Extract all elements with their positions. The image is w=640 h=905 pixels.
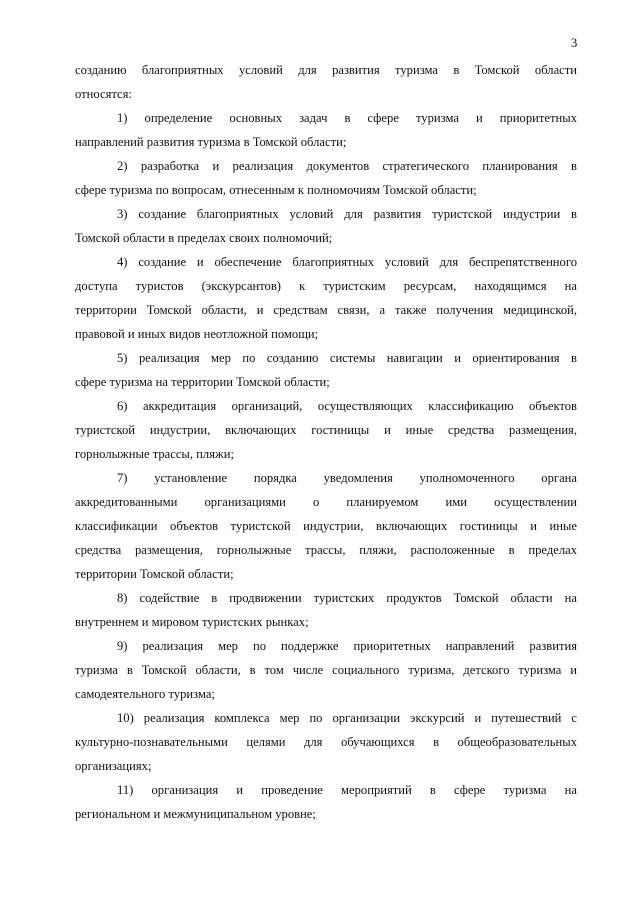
list-item-line: 4) создание и обеспечение благоприятных условий для беспрепятственного <box>117 255 577 269</box>
list-item-line: 1) определение основных задач в сфере туризма и приоритетных <box>117 111 577 125</box>
list-item-line: 7) установление порядка уведомления уполномоченного органа <box>117 471 577 485</box>
text-line: правовой и иных видов неотложной помощи; <box>75 327 319 341</box>
list-item-line: 10) реализация комплекса мер по организации экскурсий и путешествий с <box>117 711 577 725</box>
text-line: созданию благоприятных условий для развития туризма в Томской области <box>75 63 577 77</box>
text-line: туризма в Томской области, в том числе социального туризма, детского туризма и <box>75 663 577 677</box>
list-item-line: 2) разработка и реализация документов стратегического планирования в <box>117 159 577 173</box>
text-line: региональном и межмуниципальном уровне; <box>75 807 316 821</box>
list-item-line: 11) организация и проведение мероприятий в сфере туризма на <box>117 783 577 797</box>
text-line: доступа туристов (экскурсантов) к туристским ресурсам, находящимся на <box>75 279 577 293</box>
text-line: территории Томской области, и средствам связи, а также получения медицинской, <box>75 303 577 317</box>
text-line: сфере туризма по вопросам, отнесенным к полномочиям Томской области; <box>75 183 477 197</box>
page-number: 3 <box>571 36 578 50</box>
text-line: организациях; <box>75 759 152 773</box>
list-item-line: 9) реализация мер по поддержке приоритетных направлений развития <box>117 639 577 653</box>
text-line: самодеятельного туризма; <box>75 687 215 701</box>
text-line: горнолыжные трассы, пляжи; <box>75 447 234 461</box>
text-line: туристской индустрии, включающих гостиницы и иные средства размещения, <box>75 423 577 437</box>
list-item-line: 6) аккредитация организаций, осуществляющих классификацию объектов <box>117 399 577 413</box>
text-line: относятся: <box>75 87 132 101</box>
list-item-line: 3) создание благоприятных условий для развития туристской индустрии в <box>117 207 577 221</box>
list-item-line: 5) реализация мер по созданию системы навигации и ориентирования в <box>117 351 577 365</box>
text-line: внутреннем и мировом туристских рынках; <box>75 615 309 629</box>
text-line: направлений развития туризма в Томской области; <box>75 135 347 149</box>
text-line: Томской области в пределах своих полномочий; <box>75 231 333 245</box>
text-line: сфере туризма на территории Томской области; <box>75 375 330 389</box>
text-line: средства размещения, горнолыжные трассы, пляжи, расположенные в пределах <box>75 543 577 557</box>
text-line: аккредитованными организациями о планируемом ими осуществлении <box>75 495 577 509</box>
text-line: классификации объектов туристской индустрии, включающих гостиницы и иные <box>75 519 577 533</box>
text-line: культурно-познавательными целями для обучающихся в общеобразовательных <box>75 735 577 749</box>
list-item-line: 8) содействие в продвижении туристских продуктов Томской области на <box>117 591 577 605</box>
text-line: территории Томской области; <box>75 567 234 581</box>
